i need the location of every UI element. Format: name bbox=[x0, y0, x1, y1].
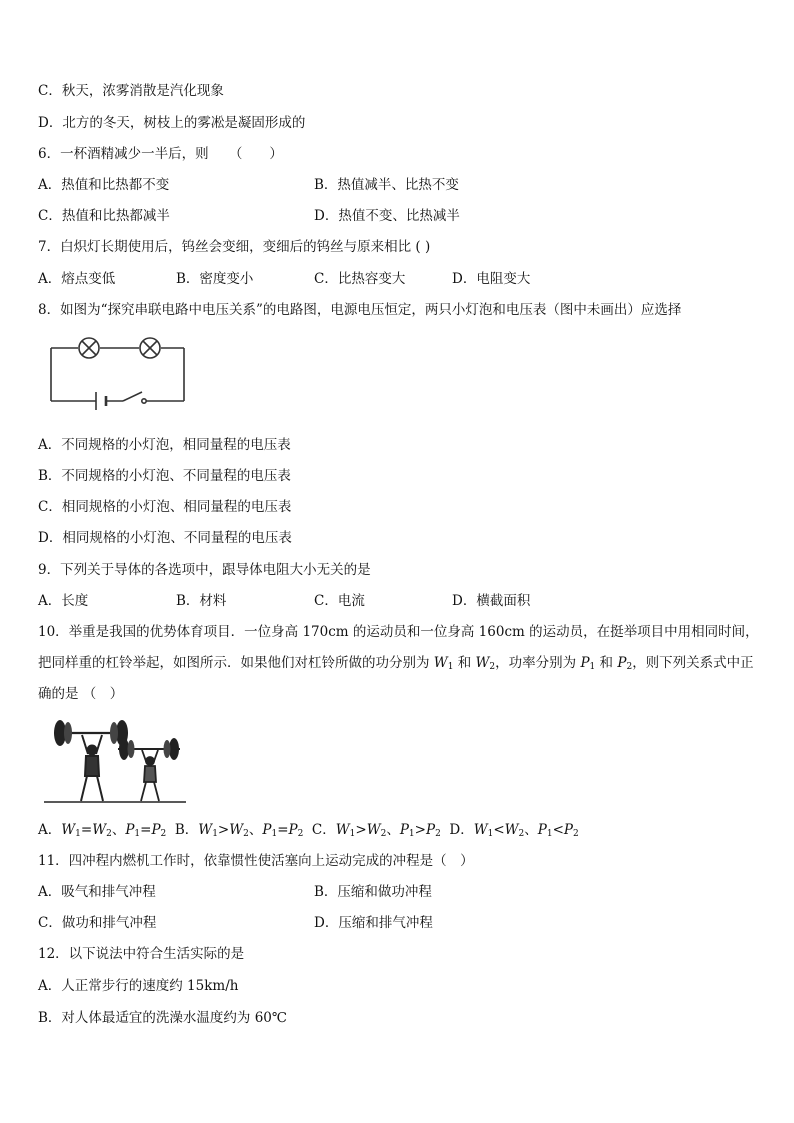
q7-stem: 7．白炽灯长期使用后，钨丝会变细，变细后的钨丝与原来相比 ( ) bbox=[38, 239, 431, 255]
q11-option-a: A．吸气和排气冲程 bbox=[38, 884, 156, 900]
q8-stem: 8．如图为“探究串联电路中电压关系”的电路图，电源电压恒定，两只小灯泡和电压表（图中未画出）应选择 bbox=[38, 302, 682, 318]
q5-option-d: D．北方的冬天，树枝上的雾凇是凝固形成的 bbox=[38, 115, 306, 131]
q11-option-b: B．压缩和做功冲程 bbox=[314, 884, 432, 900]
q8-option-b: B．不同规格的小灯泡、不同量程的电压表 bbox=[38, 468, 291, 484]
q12-option-a: A．人正常步行的速度约 15km/h bbox=[38, 978, 239, 994]
q10-stem-line-1: 10．举重是我国的优势体育项目．一位身高 170cm 的运动员和一位身高 160cm 的运动员，在挺举项目中用相同时间， bbox=[38, 624, 759, 640]
q11-stem: 11．四冲程内燃机工作时，依靠惯性使活塞向上运动完成的冲程是（ ） bbox=[38, 853, 474, 869]
q11-option-c: C．做功和排气冲程 bbox=[38, 915, 157, 931]
q9-stem: 9．下列关于导体的各选项中，跟导体电阻大小无关的是 bbox=[38, 562, 371, 578]
q7-option-c: C．比热容变大 bbox=[314, 271, 406, 287]
q7-option-a: A．熔点变低 bbox=[38, 271, 116, 287]
q12-stem: 12．以下说法中符合生活实际的是 bbox=[38, 946, 245, 962]
q10-options: A．$W_1=W_2$、$P_1=P_2$ B．$W_1>W_2$、$P_1=P_2$ C．$W_1>W_2$、$P_1>P_2$ D．$W_1<W_2$、$P_1<P_2$ bbox=[38, 822, 579, 839]
q6-option-b: B．热值减半、比热不变 bbox=[314, 177, 459, 193]
q11-option-d: D．压缩和排气冲程 bbox=[314, 915, 433, 931]
q8-option-c: C．相同规格的小灯泡、相同量程的电压表 bbox=[38, 499, 292, 515]
q9-option-b: B．材料 bbox=[176, 593, 227, 609]
q6-option-d: D．热值不变、比热减半 bbox=[314, 208, 460, 224]
lamp-1-icon bbox=[79, 338, 99, 358]
q12-option-b: B．对人体最适宜的洗澡水温度约为 60℃ bbox=[38, 1010, 287, 1026]
q6-option-a: A．热值和比热都不变 bbox=[38, 177, 170, 193]
q9-option-a: A．长度 bbox=[38, 593, 89, 609]
weightlifters-illustration bbox=[44, 716, 188, 806]
lamp-2-icon bbox=[140, 338, 160, 358]
series-circuit-diagram bbox=[38, 330, 190, 412]
q6-stem: 6．一杯酒精减少一半后，则 （ ） bbox=[38, 146, 283, 162]
q10-stem-line-2: 把同样重的杠铃举起，如图所示．如果他们对杠铃所做的功分别为 $W_1$ 和 $W_2$，功率分别为 $P_1$ 和 $P_2$，则下列关系式中正 bbox=[38, 655, 754, 672]
q8-option-a: A．不同规格的小灯泡，相同量程的电压表 bbox=[38, 437, 291, 453]
q7-option-b: B．密度变小 bbox=[176, 271, 254, 287]
q6-option-c: C．热值和比热都减半 bbox=[38, 208, 170, 224]
q9-option-c: C．电流 bbox=[314, 593, 365, 609]
q8-option-d: D．相同规格的小灯泡、不同量程的电压表 bbox=[38, 530, 292, 546]
q5-option-c: C．秋天，浓雾消散是汽化现象 bbox=[38, 83, 224, 99]
q10-stem-line-3: 确的是 （ ） bbox=[38, 686, 124, 702]
q7-option-d: D．电阻变大 bbox=[452, 271, 531, 287]
q9-option-d: D．横截面积 bbox=[452, 593, 531, 609]
